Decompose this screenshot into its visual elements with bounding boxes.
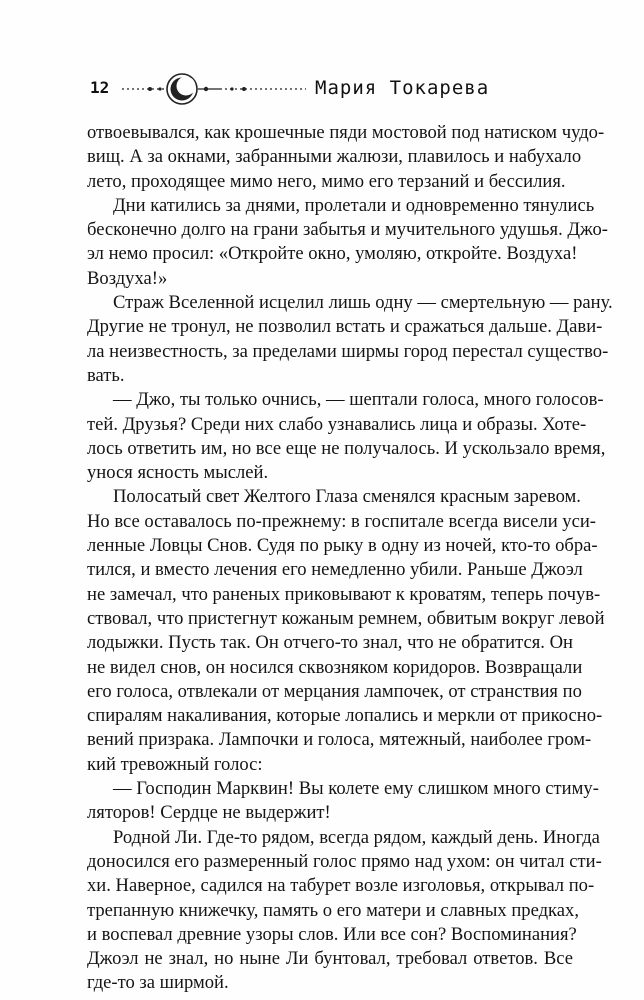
paragraph xyxy=(87,291,613,388)
paragraph xyxy=(87,388,606,485)
text-line: эл немо просил: «Откройте окно, умоляю, откройте. Воздуха! xyxy=(87,243,578,265)
author-first-name: Мария xyxy=(315,77,378,99)
text-line: кий тревожный голос: xyxy=(87,753,263,775)
text-line: ленные Ловцы Снов. Судя по рыку в одну из ночей, кто-то обра- xyxy=(87,535,598,557)
text-line: где-то за ширмой. xyxy=(87,972,229,994)
text-line: тей. Друзья? Среди них слабо узнавались лица и образы. Хоте- xyxy=(87,413,587,435)
text-line: Дни катились за днями, пролетали и одновременно тянулись xyxy=(113,194,595,216)
text-line: лето, проходящее мимо него, мимо его терзаний и бессилия. xyxy=(87,170,566,192)
text-line: ляторов! Сердце не выдержит! xyxy=(87,802,331,824)
text-line: доносился его размеренный голос прямо над ухом: он читал сти- xyxy=(87,850,602,872)
text-line: Родной Ли. Где-то рядом, всегда рядом, каждый день. Иногда xyxy=(113,826,600,848)
page-number: 12 xyxy=(90,78,110,97)
paragraph xyxy=(87,194,608,291)
text-line: Воздуха!» xyxy=(87,267,168,289)
text-line: бесконечно долго на грани забытья и мучительного удушья. Джо- xyxy=(87,219,608,241)
body-text xyxy=(87,121,613,996)
text-line: отвоевывался, как крошечные пяди мостовой под натиском чудо- xyxy=(87,122,605,143)
text-line: вищ. А за окнами, забранными жалюзи, плавилось и набухало xyxy=(87,146,582,168)
paragraph xyxy=(87,826,602,996)
text-line: унося ясность мыслей. xyxy=(87,462,269,484)
text-line: лось ответить им, но все еще не получалось. И ускользало время, xyxy=(87,437,606,459)
text-line: не замечал, что раненых приковывают к кроватям, теперь почув- xyxy=(87,583,601,605)
author-last-name: Токарева xyxy=(389,77,490,99)
text-line: хи. Наверное, садился на табурет возле изголовья, открывал по- xyxy=(87,875,595,897)
text-line: — Господин Марквин! Вы колете ему слишком много стиму- xyxy=(113,778,599,800)
text-line: вений призрака. Лампочки и голоса, мятежный, наиболее гром- xyxy=(87,729,592,751)
paragraph xyxy=(87,121,605,194)
text-line: трепанную книжечку, память о его матери и славных предках, xyxy=(87,899,580,921)
text-line: и воспевал древние узоры слов. Или все сон? Воспоминания? xyxy=(87,923,577,945)
running-title-author xyxy=(315,77,489,99)
text-line: лодыжки. Пусть так. Он отчего-то знал, что не обратится. Он xyxy=(87,632,573,654)
text-line: Страж Вселенной исцелил лишь одну — смертельную — рану. xyxy=(113,292,613,314)
crescent-moon-ornament-icon xyxy=(120,72,306,106)
text-line: тился, и вместо лечения его немедленно убили. Раньше Джоэл xyxy=(87,559,583,581)
paragraph xyxy=(87,777,599,826)
text-line: Джоэл не знал, но ныне Ли бунтовал, требовал ответов. Все xyxy=(87,948,573,970)
paragraph xyxy=(87,485,605,777)
text-line: вать. xyxy=(87,364,125,386)
text-line: его голоса, отвлекали от мерцания лампочек, от странствия по xyxy=(87,680,582,702)
text-line: ствовал, что пристегнут кожаным ремнем, обвитым вокруг левой xyxy=(87,607,605,629)
text-line: спиралям накаливания, которые лопались и меркли от прикосно- xyxy=(87,705,603,727)
text-line: ла неизвестность, за пределами ширмы город перестал существо- xyxy=(87,340,609,362)
text-line: Полосатый свет Желтого Глаза сменялся красным заревом. xyxy=(113,486,581,508)
running-header xyxy=(90,72,570,106)
text-line: Но все оставалось по-прежнему: в госпитале всегда висели уси- xyxy=(87,510,596,532)
text-line: — Джо, ты только очнись, — шептали голоса, много голосов- xyxy=(113,389,604,411)
text-line: не видел снов, он носился сквозняком коридоров. Возвращали xyxy=(87,656,583,678)
text-line: Другие не тронул, не позволил встать и сражаться дальше. Дави- xyxy=(87,316,603,338)
